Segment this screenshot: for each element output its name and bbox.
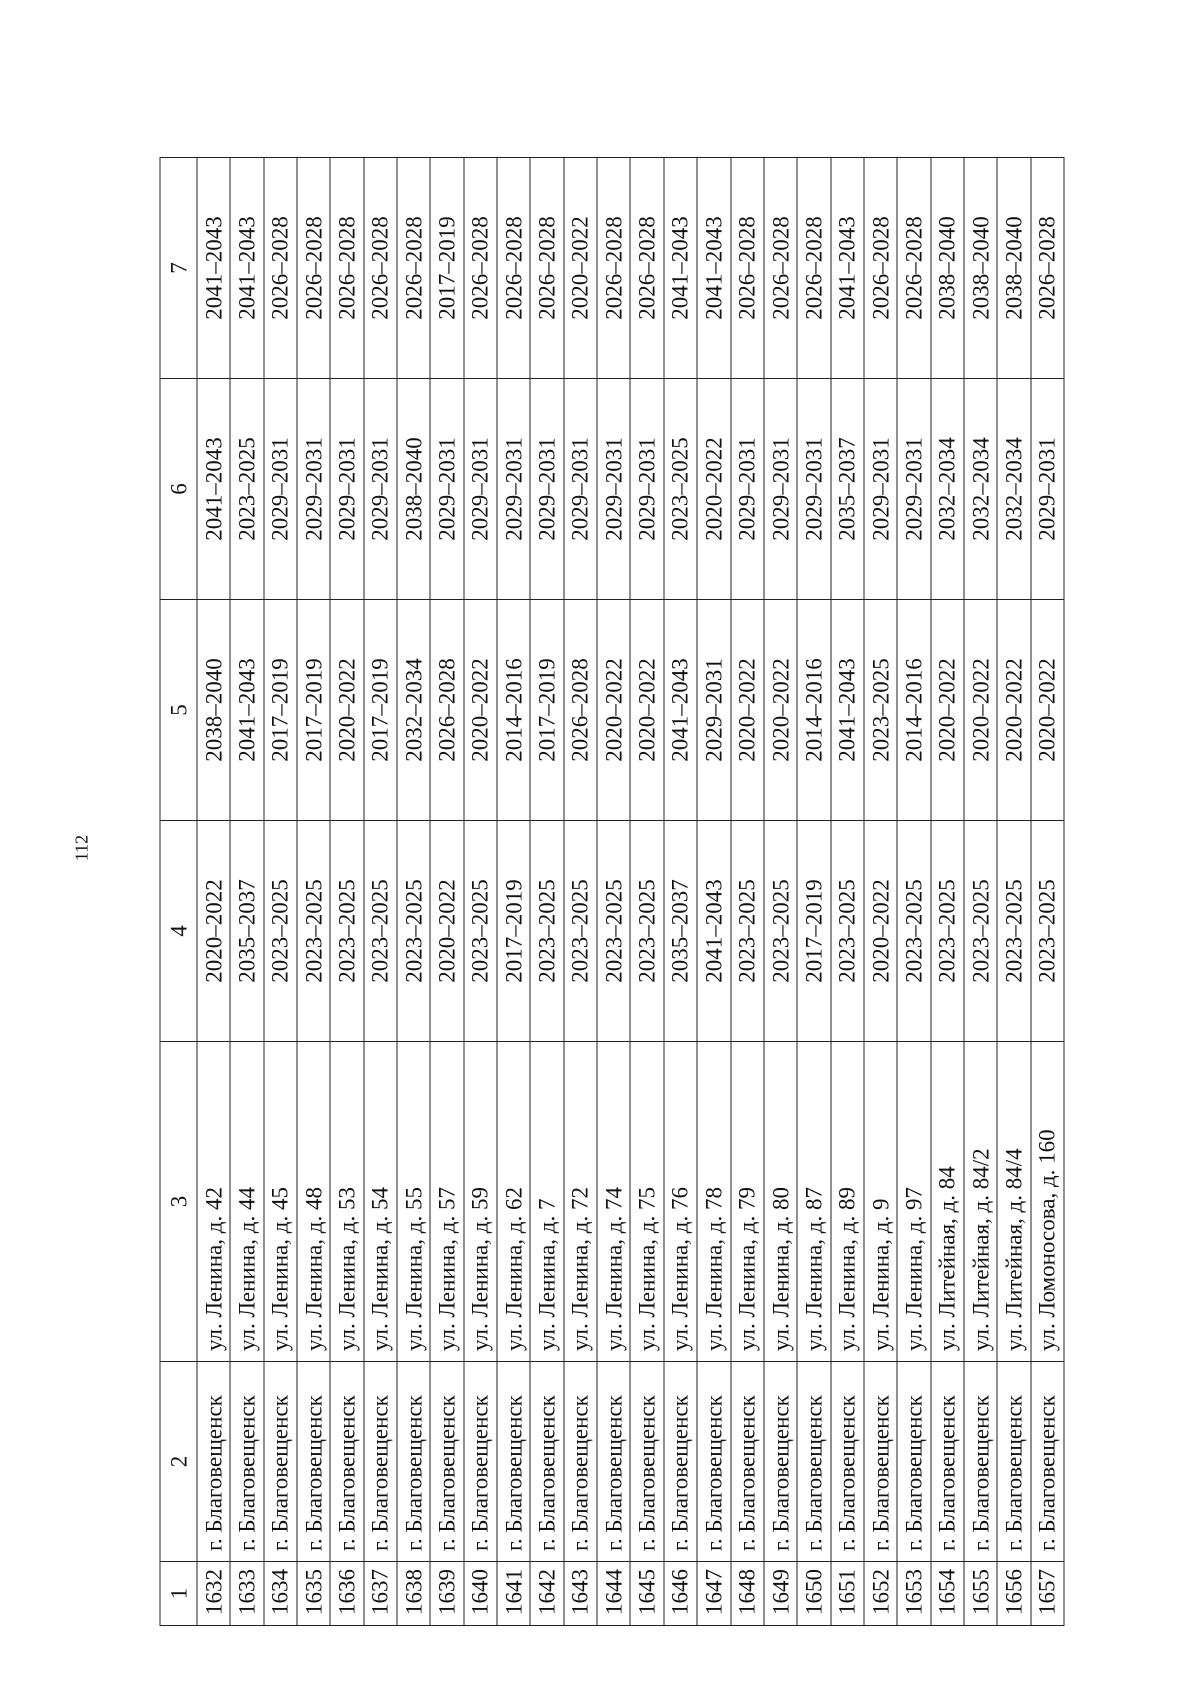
- period-cell-4: 2023–2025: [364, 821, 397, 1042]
- city-cell: г. Благовещенск: [264, 1362, 297, 1562]
- row-number-cell: 1651: [831, 1562, 864, 1626]
- table-row: [297, 158, 330, 1626]
- address-cell: ул. Ленина, д. 9: [864, 1042, 897, 1362]
- period-cell-6: 2029–2031: [597, 379, 630, 600]
- address-cell: ул. Ленина, д. 74: [597, 1042, 630, 1362]
- period-cell-6: 2035–2037: [831, 379, 864, 600]
- city-cell: г. Благовещенск: [897, 1362, 930, 1562]
- period-cell-6: 2032–2034: [964, 379, 997, 600]
- period-cell-7: 2017–2019: [430, 158, 463, 379]
- period-cell-7: 2026–2028: [630, 158, 663, 379]
- address-cell: ул. Ленина, д. 45: [264, 1042, 297, 1362]
- period-cell-4: 2020–2022: [197, 821, 230, 1042]
- table-row: [230, 158, 263, 1626]
- period-cell-4: 2023–2025: [630, 821, 663, 1042]
- period-cell-4: 2023–2025: [831, 821, 864, 1042]
- row-number-cell: 1650: [797, 1562, 830, 1626]
- row-number-cell: 1652: [864, 1562, 897, 1626]
- period-cell-5: 2014–2016: [897, 600, 930, 821]
- period-cell-7: 2026–2028: [330, 158, 363, 379]
- table-row: [530, 158, 563, 1626]
- city-cell: г. Благовещенск: [731, 1362, 764, 1562]
- table-row: [497, 158, 530, 1626]
- period-cell-6: 2032–2034: [997, 379, 1030, 600]
- city-cell: г. Благовещенск: [831, 1362, 864, 1562]
- period-cell-5: 2041–2043: [831, 600, 864, 821]
- row-number-cell: 1647: [697, 1562, 730, 1626]
- period-cell-6: 2029–2031: [264, 379, 297, 600]
- table-row: [831, 158, 864, 1626]
- row-number-cell: 1649: [764, 1562, 797, 1626]
- period-cell-6: 2023–2025: [664, 379, 697, 600]
- period-cell-5: 2017–2019: [530, 600, 563, 821]
- address-cell: ул. Ленина, д. 42: [197, 1042, 230, 1362]
- period-cell-5: 2020–2022: [731, 600, 764, 821]
- address-cell: ул. Ленина, д. 59: [464, 1042, 497, 1362]
- period-cell-4: 2023–2025: [330, 821, 363, 1042]
- period-cell-7: 2038–2040: [931, 158, 964, 379]
- table-row: [697, 158, 730, 1626]
- period-cell-6: 2029–2031: [430, 379, 463, 600]
- city-cell: г. Благовещенск: [297, 1362, 330, 1562]
- period-cell-4: 2023–2025: [297, 821, 330, 1042]
- table-row: [764, 158, 797, 1626]
- period-cell-7: 2041–2043: [230, 158, 263, 379]
- period-cell-5: 2041–2043: [230, 600, 263, 821]
- address-cell: ул. Ленина, д. 80: [764, 1042, 797, 1362]
- table-row: [630, 158, 663, 1626]
- period-cell-4: 2023–2025: [964, 821, 997, 1042]
- period-cell-4: 2023–2025: [264, 821, 297, 1042]
- period-cell-6: 2032–2034: [931, 379, 964, 600]
- period-cell-7: 2026–2028: [897, 158, 930, 379]
- column-header: 5: [160, 600, 197, 821]
- period-cell-5: 2023–2025: [864, 600, 897, 821]
- address-cell: ул. Литейная, д. 84/4: [997, 1042, 1030, 1362]
- period-cell-7: 2026–2028: [864, 158, 897, 379]
- period-cell-5: 2041–2043: [664, 600, 697, 821]
- address-cell: ул. Ленина, д. 7: [530, 1042, 563, 1362]
- header-row: [160, 158, 197, 1626]
- period-cell-4: 2023–2025: [997, 821, 1030, 1042]
- period-cell-7: 2026–2028: [497, 158, 530, 379]
- period-cell-5: 2014–2016: [497, 600, 530, 821]
- period-cell-4: 2023–2025: [564, 821, 597, 1042]
- period-cell-4: 2041–2043: [697, 821, 730, 1042]
- period-cell-4: 2017–2019: [797, 821, 830, 1042]
- address-cell: ул. Ленина, д. 76: [664, 1042, 697, 1362]
- table-wrapper: [160, 158, 1065, 1626]
- period-cell-4: 2017–2019: [497, 821, 530, 1042]
- period-cell-7: 2038–2040: [997, 158, 1030, 379]
- period-cell-6: 2029–2031: [797, 379, 830, 600]
- address-cell: ул. Ленина, д. 55: [397, 1042, 430, 1362]
- table-row: [1031, 158, 1064, 1626]
- table-row: [564, 158, 597, 1626]
- period-cell-7: 2026–2028: [264, 158, 297, 379]
- table-row: [330, 158, 363, 1626]
- city-cell: г. Благовещенск: [364, 1362, 397, 1562]
- row-number-cell: 1634: [264, 1562, 297, 1626]
- row-number-cell: 1635: [297, 1562, 330, 1626]
- column-header: 4: [160, 821, 197, 1042]
- period-cell-5: 2020–2022: [764, 600, 797, 821]
- column-header: 3: [160, 1042, 197, 1362]
- period-cell-7: 2020–2022: [564, 158, 597, 379]
- period-cell-4: 2023–2025: [764, 821, 797, 1042]
- period-cell-7: 2038–2040: [964, 158, 997, 379]
- row-number-cell: 1642: [530, 1562, 563, 1626]
- period-cell-6: 2029–2031: [564, 379, 597, 600]
- column-header: 7: [160, 158, 197, 379]
- city-cell: г. Благовещенск: [764, 1362, 797, 1562]
- period-cell-6: 2029–2031: [530, 379, 563, 600]
- address-cell: ул. Ленина, д. 97: [897, 1042, 930, 1362]
- period-cell-4: 2035–2037: [230, 821, 263, 1042]
- period-cell-4: 2023–2025: [464, 821, 497, 1042]
- row-number-cell: 1656: [997, 1562, 1030, 1626]
- table-row: [364, 158, 397, 1626]
- row-number-cell: 1639: [430, 1562, 463, 1626]
- row-number-cell: 1636: [330, 1562, 363, 1626]
- period-cell-5: 2020–2022: [630, 600, 663, 821]
- city-cell: г. Благовещенск: [330, 1362, 363, 1562]
- period-cell-6: 2029–2031: [364, 379, 397, 600]
- period-cell-7: 2026–2028: [464, 158, 497, 379]
- period-cell-5: 2020–2022: [1031, 600, 1064, 821]
- address-cell: ул. Ленина, д. 75: [630, 1042, 663, 1362]
- row-number-cell: 1657: [1031, 1562, 1064, 1626]
- period-cell-7: 2026–2028: [764, 158, 797, 379]
- period-cell-7: 2041–2043: [697, 158, 730, 379]
- city-cell: г. Благовещенск: [997, 1362, 1030, 1562]
- table-row: [797, 158, 830, 1626]
- row-number-cell: 1644: [597, 1562, 630, 1626]
- period-cell-4: 2023–2025: [530, 821, 563, 1042]
- period-cell-5: 2020–2022: [997, 600, 1030, 821]
- city-cell: г. Благовещенск: [797, 1362, 830, 1562]
- period-cell-4: 2023–2025: [931, 821, 964, 1042]
- period-cell-4: 2035–2037: [664, 821, 697, 1042]
- address-cell: ул. Ломоносова, д. 160: [1031, 1042, 1064, 1362]
- table-row: [597, 158, 630, 1626]
- period-cell-7: 2026–2028: [364, 158, 397, 379]
- city-cell: г. Благовещенск: [230, 1362, 263, 1562]
- schedule-table: [160, 157, 1065, 1626]
- period-cell-6: 2041–2043: [197, 379, 230, 600]
- column-header: 1: [160, 1562, 197, 1626]
- period-cell-7: 2026–2028: [797, 158, 830, 379]
- period-cell-4: 2023–2025: [397, 821, 430, 1042]
- table-row: [264, 158, 297, 1626]
- table-row: [430, 158, 463, 1626]
- period-cell-6: 2029–2031: [897, 379, 930, 600]
- address-cell: ул. Ленина, д. 44: [230, 1042, 263, 1362]
- address-cell: ул. Ленина, д. 72: [564, 1042, 597, 1362]
- city-cell: г. Благовещенск: [630, 1362, 663, 1562]
- table-row: [864, 158, 897, 1626]
- city-cell: г. Благовещенск: [397, 1362, 430, 1562]
- table-row: [664, 158, 697, 1626]
- table-row: [464, 158, 497, 1626]
- column-header: 6: [160, 379, 197, 600]
- row-number-cell: 1654: [931, 1562, 964, 1626]
- period-cell-6: 2029–2031: [764, 379, 797, 600]
- period-cell-5: 2020–2022: [597, 600, 630, 821]
- address-cell: ул. Литейная, д. 84: [931, 1042, 964, 1362]
- period-cell-5: 2017–2019: [364, 600, 397, 821]
- period-cell-4: 2023–2025: [1031, 821, 1064, 1042]
- period-cell-7: 2041–2043: [664, 158, 697, 379]
- period-cell-5: 2020–2022: [964, 600, 997, 821]
- table-row: [197, 158, 230, 1626]
- table-row: [897, 158, 930, 1626]
- row-number-cell: 1646: [664, 1562, 697, 1626]
- row-number-cell: 1655: [964, 1562, 997, 1626]
- row-number-cell: 1637: [364, 1562, 397, 1626]
- period-cell-5: 2029–2031: [697, 600, 730, 821]
- city-cell: г. Благовещенск: [697, 1362, 730, 1562]
- address-cell: ул. Ленина, д. 78: [697, 1042, 730, 1362]
- city-cell: г. Благовещенск: [664, 1362, 697, 1562]
- period-cell-6: 2020–2022: [697, 379, 730, 600]
- address-cell: ул. Литейная, д. 84/2: [964, 1042, 997, 1362]
- city-cell: г. Благовещенск: [864, 1362, 897, 1562]
- period-cell-6: 2029–2031: [330, 379, 363, 600]
- table-row: [997, 158, 1030, 1626]
- period-cell-6: 2029–2031: [497, 379, 530, 600]
- row-number-cell: 1643: [564, 1562, 597, 1626]
- period-cell-6: 2023–2025: [230, 379, 263, 600]
- period-cell-5: 2020–2022: [330, 600, 363, 821]
- city-cell: г. Благовещенск: [564, 1362, 597, 1562]
- period-cell-6: 2029–2031: [864, 379, 897, 600]
- row-number-cell: 1641: [497, 1562, 530, 1626]
- address-cell: ул. Ленина, д. 62: [497, 1042, 530, 1362]
- city-cell: г. Благовещенск: [497, 1362, 530, 1562]
- row-number-cell: 1648: [731, 1562, 764, 1626]
- period-cell-6: 2029–2031: [630, 379, 663, 600]
- period-cell-7: 2026–2028: [530, 158, 563, 379]
- page-number: 112: [71, 834, 92, 862]
- table-row: [931, 158, 964, 1626]
- row-number-cell: 1632: [197, 1562, 230, 1626]
- city-cell: г. Благовещенск: [530, 1362, 563, 1562]
- period-cell-4: 2023–2025: [597, 821, 630, 1042]
- city-cell: г. Благовещенск: [464, 1362, 497, 1562]
- period-cell-5: 2020–2022: [464, 600, 497, 821]
- address-cell: ул. Ленина, д. 48: [297, 1042, 330, 1362]
- period-cell-7: 2026–2028: [597, 158, 630, 379]
- column-header: 2: [160, 1362, 197, 1562]
- address-cell: ул. Ленина, д. 54: [364, 1042, 397, 1362]
- period-cell-5: 2026–2028: [430, 600, 463, 821]
- address-cell: ул. Ленина, д. 57: [430, 1042, 463, 1362]
- table-body: [197, 158, 1064, 1626]
- city-cell: г. Благовещенск: [197, 1362, 230, 1562]
- period-cell-5: 2014–2016: [797, 600, 830, 821]
- row-number-cell: 1633: [230, 1562, 263, 1626]
- city-cell: г. Благовещенск: [931, 1362, 964, 1562]
- period-cell-5: 2017–2019: [264, 600, 297, 821]
- period-cell-5: 2020–2022: [931, 600, 964, 821]
- city-cell: г. Благовещенск: [964, 1362, 997, 1562]
- period-cell-7: 2026–2028: [1031, 158, 1064, 379]
- period-cell-6: 2029–2031: [297, 379, 330, 600]
- period-cell-6: 2029–2031: [731, 379, 764, 600]
- address-cell: ул. Ленина, д. 87: [797, 1042, 830, 1362]
- row-number-cell: 1640: [464, 1562, 497, 1626]
- row-number-cell: 1653: [897, 1562, 930, 1626]
- city-cell: г. Благовещенск: [1031, 1362, 1064, 1562]
- period-cell-7: 2026–2028: [397, 158, 430, 379]
- city-cell: г. Благовещенск: [430, 1362, 463, 1562]
- address-cell: ул. Ленина, д. 89: [831, 1042, 864, 1362]
- address-cell: ул. Ленина, д. 53: [330, 1042, 363, 1362]
- period-cell-7: 2041–2043: [831, 158, 864, 379]
- row-number-cell: 1638: [397, 1562, 430, 1626]
- period-cell-5: 2032–2034: [397, 600, 430, 821]
- city-cell: г. Благовещенск: [597, 1362, 630, 1562]
- row-number-cell: 1645: [630, 1562, 663, 1626]
- period-cell-5: 2017–2019: [297, 600, 330, 821]
- period-cell-4: 2023–2025: [731, 821, 764, 1042]
- period-cell-4: 2023–2025: [897, 821, 930, 1042]
- period-cell-6: 2038–2040: [397, 379, 430, 600]
- table-row: [964, 158, 997, 1626]
- period-cell-7: 2041–2043: [197, 158, 230, 379]
- table-row: [731, 158, 764, 1626]
- period-cell-7: 2026–2028: [731, 158, 764, 379]
- address-cell: ул. Ленина, д. 79: [731, 1042, 764, 1362]
- period-cell-6: 2029–2031: [464, 379, 497, 600]
- period-cell-5: 2026–2028: [564, 600, 597, 821]
- table-row: [397, 158, 430, 1626]
- period-cell-4: 2020–2022: [430, 821, 463, 1042]
- period-cell-7: 2026–2028: [297, 158, 330, 379]
- period-cell-5: 2038–2040: [197, 600, 230, 821]
- period-cell-6: 2029–2031: [1031, 379, 1064, 600]
- period-cell-4: 2020–2022: [864, 821, 897, 1042]
